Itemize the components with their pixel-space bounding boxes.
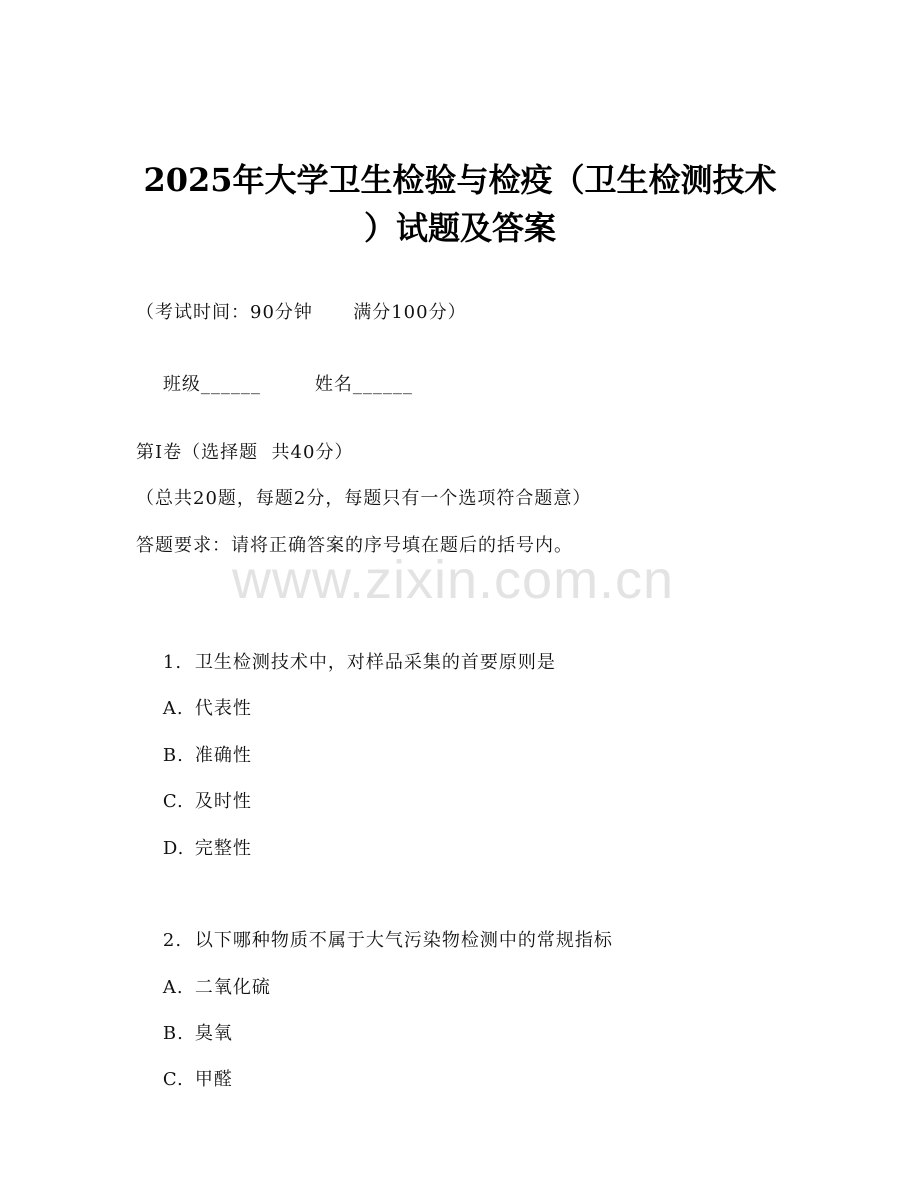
watermark: www.zixin.com.cn <box>232 550 675 610</box>
option-text: 及时性 <box>194 791 252 812</box>
section-note: （总共20题，每题2分，每题只有一个选项符合题意） <box>136 488 592 509</box>
option-text: 臭氧 <box>194 1023 233 1044</box>
option-letter: A. <box>162 977 184 998</box>
option-letter: C. <box>162 791 184 812</box>
question-2-option-c <box>136 1044 233 1116</box>
option-text: 完整性 <box>194 838 252 859</box>
title-line-2: ）试题及答案 <box>363 209 556 247</box>
option-text: 二氧化硫 <box>194 977 271 998</box>
section-title: 第I卷（选择题 共40分） <box>136 442 354 463</box>
name-field: 姓名______ <box>314 374 413 395</box>
option-letter: B. <box>162 745 184 766</box>
question-1-option-d <box>136 813 252 885</box>
option-letter: D. <box>162 838 185 859</box>
title-line-1: 2025年大学卫生检验与检疫（卫生检测技术 <box>143 161 777 199</box>
class-field: 班级______ <box>162 374 261 395</box>
option-letter: A. <box>162 698 184 719</box>
instructions: 答题要求：请将正确答案的序号填在题后的括号内。 <box>136 535 573 556</box>
option-text: 准确性 <box>194 745 252 766</box>
exam-info: （考试时间：90分钟 满分100分） <box>136 302 467 323</box>
student-info-row <box>136 349 413 421</box>
option-text: 甲醛 <box>194 1069 233 1090</box>
document-title <box>90 156 830 252</box>
question-number: 1. <box>162 652 183 673</box>
question-text: 卫生检测技术中，对样品采集的首要原则是 <box>194 652 556 673</box>
option-text: 代表性 <box>194 698 252 719</box>
option-letter: B. <box>162 1023 184 1044</box>
question-number: 2. <box>162 930 183 951</box>
option-letter: C. <box>162 1069 184 1090</box>
question-text: 以下哪种物质不属于大气污染物检测中的常规指标 <box>194 930 613 951</box>
